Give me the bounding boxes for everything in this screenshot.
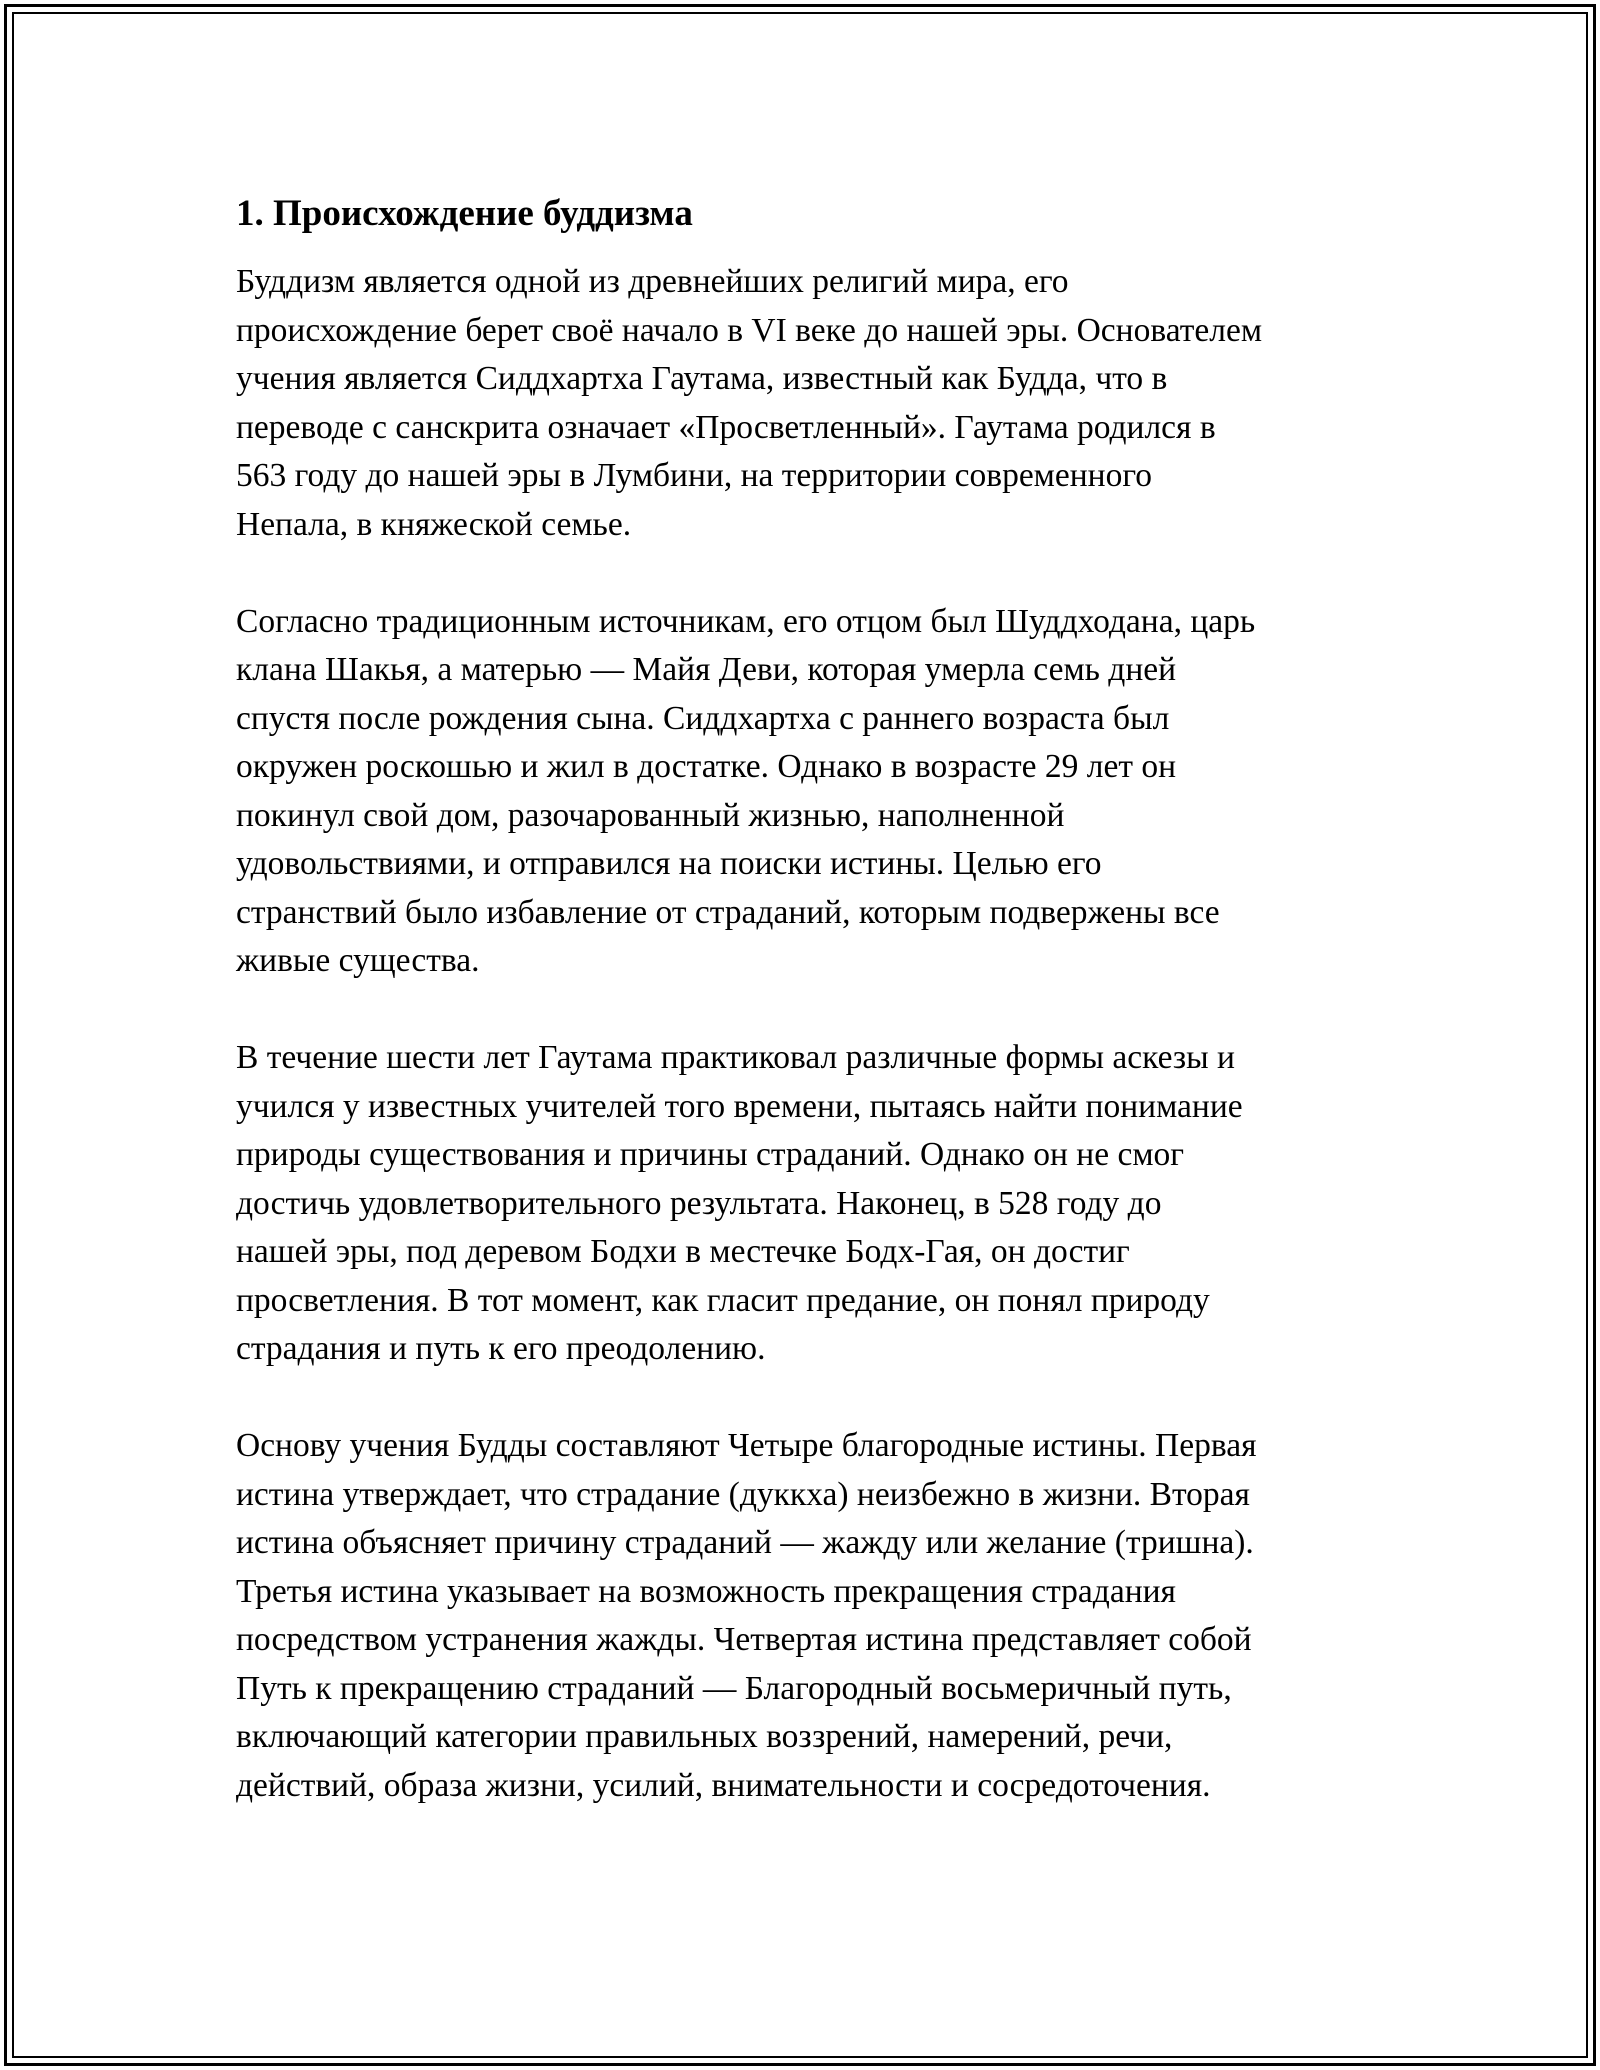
paragraph-line: Путь к прекращению страданий — Благородный восьмеричный путь, <box>236 1669 1232 1707</box>
paragraph-line: В течение шести лет Гаутама практиковал различные формы аскезы и <box>236 1039 1235 1076</box>
document-body <box>236 186 1386 1859</box>
paragraph-line: живые существа. <box>236 942 480 979</box>
paragraph <box>236 598 1386 986</box>
paragraph-line: учения является Сиддхартха Гаутама, известный как Будда, что в <box>236 360 1168 397</box>
paragraph-line: Основу учения Будды составляют Четыре благородные истины. Первая <box>236 1427 1257 1464</box>
paragraph-line: происхождение берет своё начало в VI веке до нашей эры. Основателем <box>236 311 1263 349</box>
paragraph-line: просветления. В тот момент, как гласит предание, он понял природу <box>236 1281 1210 1319</box>
paragraph-line: Непала, в княжеской семье. <box>236 505 632 543</box>
paragraph <box>236 1422 1386 1810</box>
paragraph-line: включающий категории правильных воззрений, намерений, речи, <box>236 1718 1173 1755</box>
paragraph-line: спустя после рождения сына. Сиддхартха с раннего возраста был <box>236 699 1170 737</box>
paragraph-line: Согласно традиционным источникам, его отцом был Шуддходана, царь <box>236 602 1256 640</box>
paragraph-line: 563 году до нашей эры в Лумбини, на территории современного <box>236 457 1153 494</box>
paragraph-line: природы существования и причины страданий. Однако он не смог <box>236 1136 1185 1173</box>
section-heading: 1. Происхождение буддизма <box>236 193 693 234</box>
paragraph-line: Буддизм является одной из древнейших религий мира, его <box>236 263 1069 300</box>
paragraph-line: нашей эры, под деревом Бодхи в местечке Бодх-Гая, он достиг <box>236 1233 1130 1270</box>
paragraph-line: клана Шакья, а матерью — Майя Деви, которая умерла семь дней <box>236 651 1177 688</box>
paragraph-container <box>236 258 1386 1810</box>
paragraph <box>236 258 1386 549</box>
paragraph-line: истина объясняет причину страданий — жажду или желание (тришна). <box>236 1524 1254 1561</box>
paragraph-line: учился у известных учителей того времени, пытаясь найти понимание <box>236 1087 1243 1125</box>
paragraph-line: переводе с санскрита означает «Просветленный». Гаутама родился в <box>236 408 1216 446</box>
paragraph-line: страдания и путь к его преодолению. <box>236 1330 766 1367</box>
paragraph-line: удовольствиями, и отправился на поиски истины. Целью его <box>236 845 1102 882</box>
paragraph-line: истина утверждает, что страдание (дуккха) неизбежно в жизни. Вторая <box>236 1475 1250 1513</box>
paragraph-line: достичь удовлетворительного результата. Наконец, в 528 году до <box>236 1184 1162 1222</box>
paragraph-line: действий, образа жизни, усилий, внимательности и сосредоточения. <box>236 1766 1211 1804</box>
paragraph-line: посредством устранения жажды. Четвертая истина представляет собой <box>236 1621 1252 1658</box>
paragraph-line: Третья истина указывает на возможность прекращения страдания <box>236 1572 1176 1610</box>
paragraph-line: покинул свой дом, разочарованный жизнью, наполненной <box>236 796 1065 834</box>
paragraph-line: окружен роскошью и жил в достатке. Однако в возрасте 29 лет он <box>236 748 1177 785</box>
paragraph <box>236 1034 1386 1374</box>
paragraph-line: странствий было избавление от страданий, которым подвержены все <box>236 893 1220 931</box>
